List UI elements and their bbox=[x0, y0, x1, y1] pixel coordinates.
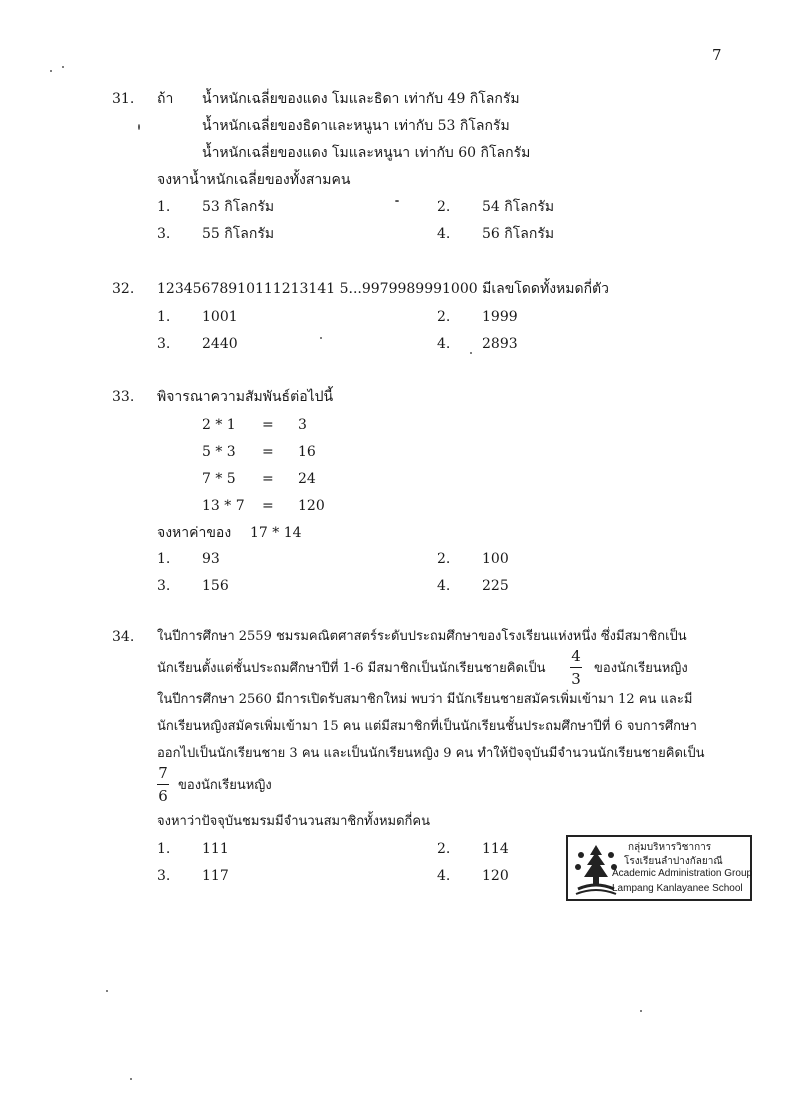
relation-lhs: 2 * 1 bbox=[202, 417, 236, 433]
question-prompt: พิจารณาความสัมพันธ์ต่อไปนี้ bbox=[157, 389, 334, 405]
statement: น้ำหนักเฉลี่ยของแดง โมและหนูนา เท่ากับ 60 กิโลกรัม bbox=[202, 145, 531, 161]
choice-number: 4. bbox=[437, 226, 451, 242]
relation-equals: = bbox=[262, 444, 274, 460]
question-number: 33. bbox=[112, 389, 135, 405]
choice-value: 225 bbox=[482, 578, 509, 594]
question-text-line: ออกไปเป็นนักเรียนชาย 3 คน และเป็นนักเรียนหญิง 9 คน ทำให้ปัจจุบันมีจำนวนนักเรียนชายคิดเป็น bbox=[157, 746, 705, 761]
scan-speck bbox=[395, 200, 399, 202]
question-text-line: ของนักเรียนหญิง bbox=[594, 661, 688, 676]
choice-value: 2440 bbox=[202, 336, 238, 352]
choice-value: 1001 bbox=[202, 309, 238, 325]
choice-number: 1. bbox=[157, 309, 171, 325]
choice-number: 2. bbox=[437, 841, 451, 857]
stamp-line-english-group: Academic Administration Group bbox=[612, 868, 753, 879]
scan-speck bbox=[640, 1010, 642, 1012]
question-prompt: 12345678910111213141 5...9979989991000 มีเลขโดดทั้งหมดกี่ตัว bbox=[157, 281, 610, 297]
relation-equals: = bbox=[262, 417, 274, 433]
choice-number: 3. bbox=[157, 226, 171, 242]
relation-rhs: 24 bbox=[298, 471, 316, 487]
choice-value: 55 กิโลกรัม bbox=[202, 226, 275, 242]
choice-value: 93 bbox=[202, 551, 220, 567]
scan-speck bbox=[130, 1078, 132, 1080]
choice-value: 156 bbox=[202, 578, 229, 594]
choice-number: 4. bbox=[437, 336, 451, 352]
choice-value: 1999 bbox=[482, 309, 518, 325]
choice-number: 1. bbox=[157, 551, 171, 567]
choice-value: 2893 bbox=[482, 336, 518, 352]
question-number: 32. bbox=[112, 281, 135, 297]
choice-number: 2. bbox=[437, 199, 451, 215]
stamp-line-thai-group: กลุ่มบริหารวิชาการ bbox=[628, 842, 712, 853]
question-number: 34. bbox=[112, 629, 135, 645]
question-text-line: นักเรียนหญิงสมัครเพิ่มเข้ามา 15 คน แต่มีสมาชิกที่เป็นนักเรียนชั้นประถมศึกษาปีที่ 6 จบการศึกษา bbox=[157, 719, 697, 734]
choice-number: 4. bbox=[437, 868, 451, 884]
scan-speck bbox=[106, 990, 108, 992]
choice-number: 3. bbox=[157, 336, 171, 352]
statement: น้ำหนักเฉลี่ยของแดง โมและธิดา เท่ากับ 49 กิโลกรัม bbox=[202, 91, 520, 107]
relation-lhs: 5 * 3 bbox=[202, 444, 236, 460]
choice-number: 4. bbox=[437, 578, 451, 594]
choice-number: 1. bbox=[157, 841, 171, 857]
relation-lhs: 7 * 5 bbox=[202, 471, 236, 487]
stamp-line-thai-school: โรงเรียนลำปางกัลยาณี bbox=[624, 856, 723, 867]
choice-value: 120 bbox=[482, 868, 509, 884]
fraction-denominator: 3 bbox=[571, 670, 581, 688]
question-text-line: ในปีการศึกษา 2560 มีการเปิดรับสมาชิกใหม่ พบว่า มีนักเรียนชายสมัครเพิ่มเข้ามา 12 คน และมี bbox=[157, 692, 693, 707]
choice-number: 2. bbox=[437, 551, 451, 567]
relation-rhs: 3 bbox=[298, 417, 307, 433]
choice-value: 114 bbox=[482, 841, 509, 857]
choice-number: 3. bbox=[157, 578, 171, 594]
choice-value: 54 กิโลกรัม bbox=[482, 199, 555, 215]
choice-number: 1. bbox=[157, 199, 171, 215]
page-number: 7 bbox=[712, 46, 722, 64]
relation-equals: = bbox=[262, 471, 274, 487]
question-text-line: ในปีการศึกษา 2559 ชมรมคณิตศาสตร์ระดับประถมศึกษาของโรงเรียนแห่งหนึ่ง ซึ่งมีสมาชิกเป็น bbox=[157, 629, 687, 644]
fraction bbox=[570, 648, 582, 687]
choice-value: 117 bbox=[202, 868, 229, 884]
ask-expression: 17 * 14 bbox=[250, 525, 302, 541]
relation-rhs: 16 bbox=[298, 444, 316, 460]
statement: น้ำหนักเฉลี่ยของธิดาและหนูนา เท่ากับ 53 กิโลกรัม bbox=[202, 118, 510, 134]
stamp-line-english-school: Lampang Kanlayanee School bbox=[612, 883, 743, 894]
scan-speck bbox=[62, 66, 64, 68]
scan-speck bbox=[138, 124, 140, 130]
question-text-line: นักเรียนตั้งแต่ชั้นประถมศึกษาปีที่ 1-6 มีสมาชิกเป็นนักเรียนชายคิดเป็น bbox=[157, 661, 546, 676]
relation-rhs: 120 bbox=[298, 498, 325, 514]
fraction-denominator: 6 bbox=[158, 787, 168, 805]
scan-speck bbox=[320, 337, 322, 339]
scan-speck bbox=[50, 70, 52, 72]
fraction-bar bbox=[570, 667, 582, 668]
school-stamp bbox=[566, 835, 752, 901]
fraction-numerator: 4 bbox=[571, 647, 581, 665]
question-prompt: จงหาว่าปัจจุบันชมรมมีจำนวนสมาชิกทั้งหมดกี่คน bbox=[157, 814, 431, 829]
scan-speck bbox=[470, 352, 472, 354]
fraction-numerator: 7 bbox=[158, 764, 168, 782]
question-prompt: จงหาน้ำหนักเฉลี่ยของทั้งสามคน bbox=[157, 172, 351, 188]
ask-label: จงหาค่าของ bbox=[157, 525, 232, 541]
choice-number: 3. bbox=[157, 868, 171, 884]
choice-value: 100 bbox=[482, 551, 509, 567]
relation-lhs: 13 * 7 bbox=[202, 498, 245, 514]
question-number: 31. bbox=[112, 91, 135, 107]
relation-equals: = bbox=[262, 498, 274, 514]
choice-number: 2. bbox=[437, 309, 451, 325]
fraction-bar bbox=[157, 784, 169, 785]
fraction bbox=[157, 765, 169, 804]
choice-value: 53 กิโลกรัม bbox=[202, 199, 275, 215]
question-text-line: ของนักเรียนหญิง bbox=[178, 778, 272, 793]
choice-value: 56 กิโลกรัม bbox=[482, 226, 555, 242]
question-prefix: ถ้า bbox=[157, 91, 174, 107]
choice-value: 111 bbox=[202, 841, 229, 857]
